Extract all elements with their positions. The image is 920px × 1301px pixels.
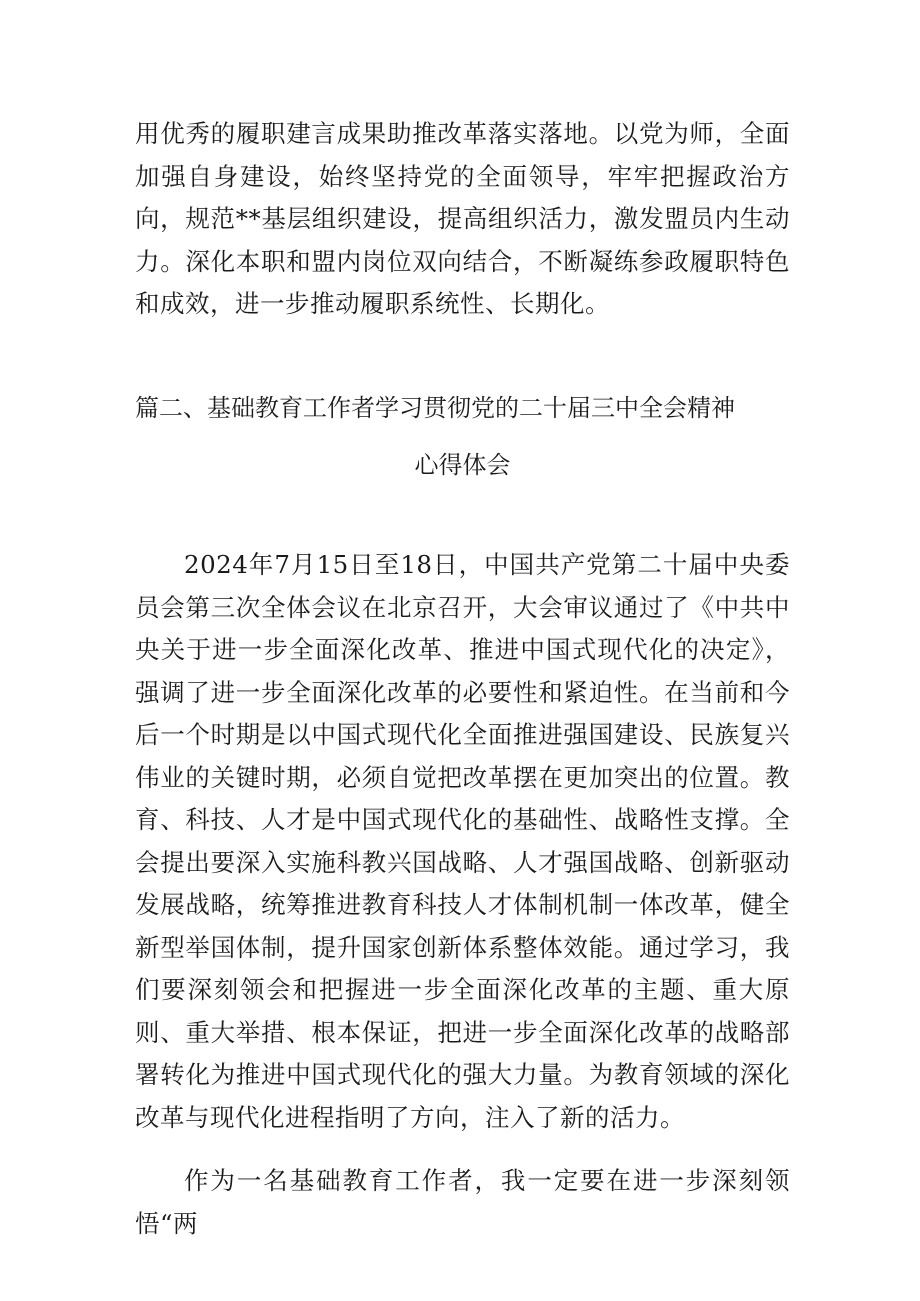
body-paragraph: 2024年7月15日至18日，中国共产党第二十届中央委员会第三次全体会议在北京召开，大会审议通过了《中共中央关于进一步全面深化改革、推进中国式现代化的决定》，强调了进一步全面深化改革的必要性和紧迫性。在当前和今后一个时期是以中国式现代化全面推进强国建设、民族复兴伟业的关键时期，必须自觉把改革摆在更加突出的位置。教育、科技、人才是中国式现代化的基础性、战略性支撑。全会提出要深入实施科教兴国战略、人才强国战略、创新驱动发展战略，统筹推进教育科技人才体制机制一体改革，健全新型举国体制，提升国家创新体系整体效能。通过学习，我们要深刻领会和把握进一步全面深化改革的主题、重大原则、重大举措、根本保证，把进一步全面深化改革的战略部署转化为推进中国式现代化的强大力量。为教育领域的深化改革与现代化进程指明了方向，注入了新的活力。 [135,550,790,1132]
body-paragraph: 作为一名基础教育工作者，我一定要在进一步深刻领悟“两 [135,1166,790,1238]
section-subtitle: 心得体会 [414,451,511,479]
section-title: 篇二、基础教育工作者学习贯彻党的二十届三中全会精神 [135,394,735,422]
body-paragraph: 用优秀的履职建言成果助推改革落实落地。以党为师，全面加强自身建设，始终坚持党的全面领导，牢牢把握政治方向，规范**基层组织建设，提高组织活力，激发盟员内生动力。深化本职和盟内岗位双向结合，不断凝练参政履职特色和成效，进一步推动履职系统性、长期化。 [135,119,790,318]
